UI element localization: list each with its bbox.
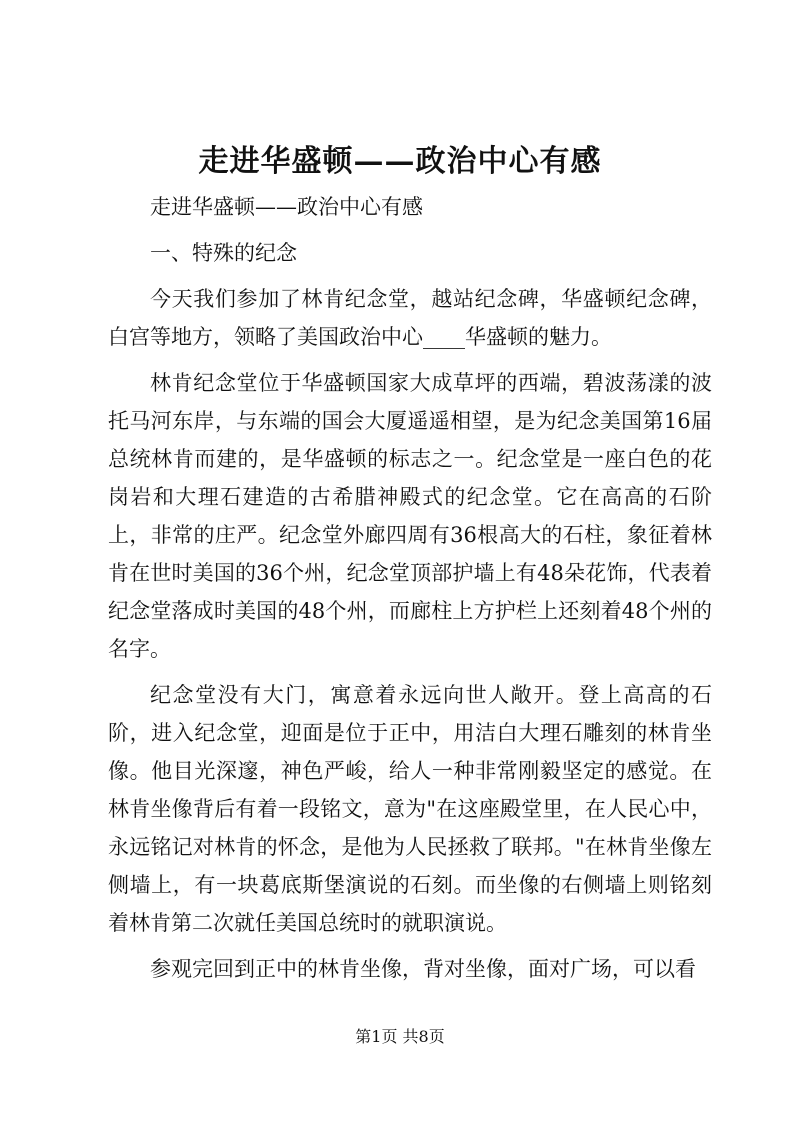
paragraph: 纪念堂没有大门，寓意着永远向世人敞开。登上高高的石阶，进入纪念堂，迎面是位于正中，用洁白大理石雕刻的林肯坐像。他目光深邃，神色严峻，给人一种非常刚毅坚定的感觉。在林肯坐像背后有着一段铭文，意为"在这座殿堂里，在人民心中，永远铭记对林肯的怀念，是他为人民拯救了联邦。"在林肯坐像左侧墙上，有一块葛底斯堡演说的石刻。而坐像的右侧墙上则铭刻着林肯第二次就任美国总统时的就职演说。	[108, 683, 712, 935]
document-title: 走进华盛顿——政治中心有感	[198, 144, 602, 179]
paragraph: 今天我们参加了林肯纪念堂，越站纪念碑，华盛顿纪念碑，白宫等地方，领略了美国政治中心____华盛顿的魅力。	[108, 287, 712, 349]
document-body	[108, 188, 712, 996]
paragraph-section-heading: 一、特殊的纪念	[150, 241, 297, 265]
paragraph: 参观完回到正中的林肯坐像，背对坐像，面对广场，可以看	[150, 957, 696, 981]
page-footer: 第1页 共8页	[355, 1027, 445, 1046]
paragraph: 林肯纪念堂位于华盛顿国家大成草坪的西端，碧波荡漾的波托马河东岸，与东端的国会大厦遥遥相望，是为纪念美国第16届总统林肯而建的，是华盛顿的标志之一。纪念堂是一座白色的花岗岩和大理石建造的古希腊神殿式的纪念堂。它在高高的石阶上，非常的庄严。纪念堂外廊四周有36根高大的石柱，象征着林肯在世时美国的36个州，纪念堂顶部护墙上有48朵花饰，代表着纪念堂落成时美国的48个州，而廊柱上方护栏上还刻着48个州的名字。	[108, 371, 712, 661]
paragraph-subtitle: 走进华盛顿——政治中心有感	[150, 195, 423, 219]
